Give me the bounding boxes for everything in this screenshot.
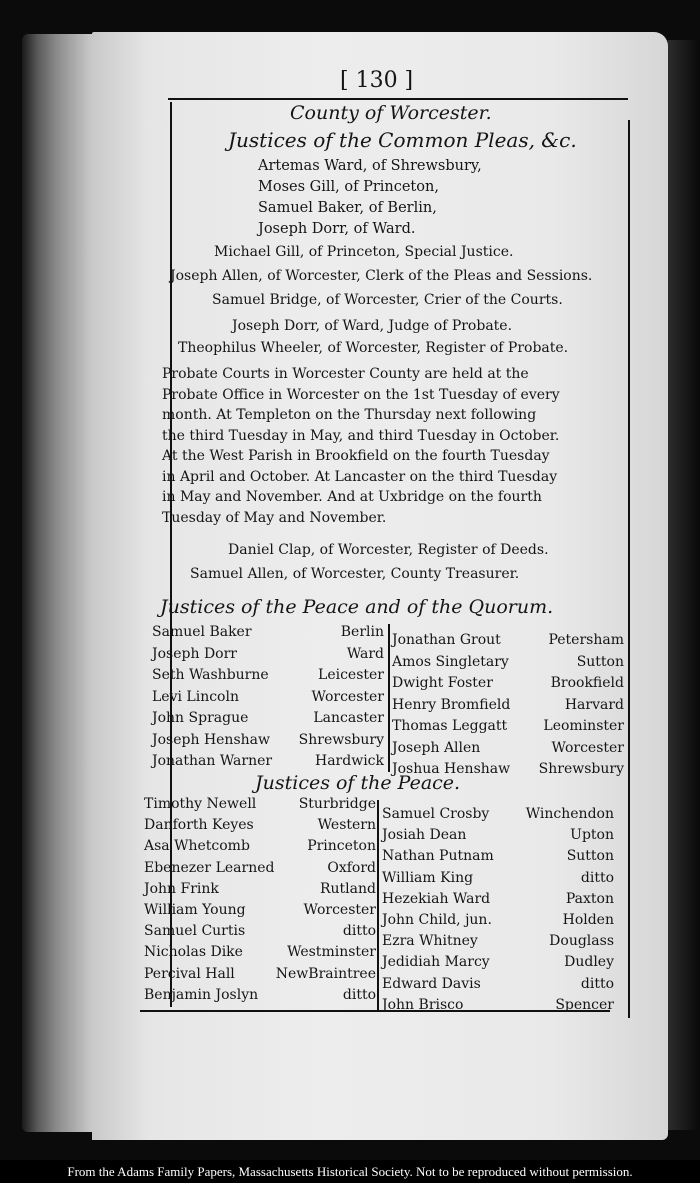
quorum-right-town: Worcester	[551, 739, 624, 756]
probate-line: month. At Templeton on the Thursday next following	[162, 407, 537, 423]
peace-right-town: ditto	[580, 975, 614, 992]
peace-right-name: John Brisco	[382, 996, 464, 1013]
quorum-left-town: Shrewsbury	[298, 731, 384, 748]
justice-name: Joseph Dorr, of Ward.	[258, 221, 416, 237]
peace-right-name: Samuel Crosby	[382, 806, 490, 822]
quorum-left-name: Levi Lincoln	[152, 688, 239, 705]
probate-line: in May and November. And at Uxbridge on the fourth	[162, 489, 542, 505]
justice-name: Artemas Ward, of Shrewsbury,	[258, 158, 482, 174]
quorum-right-name: Henry Bromfield	[392, 696, 511, 713]
quorum-divider	[388, 624, 390, 772]
peace-left-name: Ebenezer Learned	[144, 859, 275, 876]
quorum-left-town: Lancaster	[313, 710, 384, 726]
county-title: County of Worcester.	[290, 102, 492, 124]
peace-right-town: Douglass	[549, 933, 614, 950]
quorum-right-town: Shrewsbury	[538, 761, 624, 777]
peace-right-town: ditto	[580, 869, 614, 886]
peace-left-town: Westminster	[287, 944, 376, 961]
page-edge-shadow	[668, 40, 700, 1130]
peace-divider	[377, 800, 379, 1012]
quorum-right-name: Thomas Leggatt	[392, 718, 508, 734]
justice-name: Samuel Baker, of Berlin,	[258, 200, 437, 216]
quorum-right-town: Brookfield	[550, 675, 624, 691]
peace-left-town: Oxford	[327, 859, 376, 876]
quorum-right-name: Jonathan Grout	[392, 632, 501, 648]
probate-line: in April and October. At Lancaster on the third Tuesday	[162, 468, 558, 485]
peace-left-town: Rutland	[320, 880, 376, 897]
quorum-left-town: Hardwick	[315, 753, 384, 769]
officer-line: Joseph Dorr, of Ward, Judge of Probate.	[232, 318, 513, 334]
quorum-left-town: Worcester	[311, 688, 384, 705]
peace-left-name: Danforth Keyes	[144, 817, 254, 834]
quorum-left-town: Leicester	[318, 667, 384, 683]
officer-line: Samuel Bridge, of Worcester, Crier of the Courts.	[212, 292, 563, 308]
peace-right-name: Jedidiah Marcy	[382, 954, 490, 971]
quorum-right-name: Joshua Henshaw	[392, 761, 511, 777]
peace-right-name: Hezekiah Ward	[382, 890, 491, 907]
register-line: Daniel Clap, of Worcester, Register of Deeds.	[228, 542, 549, 558]
peace-left-town: ditto	[342, 923, 376, 940]
peace-right-town: Holden	[562, 912, 614, 928]
probate-line: At the West Parish in Brookfield on the fourth Tuesday	[162, 448, 550, 464]
peace-left-town: NewBraintree	[275, 965, 376, 982]
register-line: Samuel Allen, of Worcester, County Treasurer.	[190, 566, 520, 582]
probate-line: Probate Office in Worcester on the 1st Tuesday of every	[162, 386, 560, 403]
peace-left-name: Asa Whetcomb	[144, 838, 250, 855]
quorum-left-town: Ward	[346, 645, 384, 662]
peace-right-town: Winchendon	[525, 806, 614, 822]
quorum-right-town: Harvard	[564, 696, 624, 713]
page-number: [ 130 ]	[340, 68, 414, 93]
peace-left-town: Western	[317, 817, 376, 834]
probate-line: Probate Courts in Worcester County are held at the	[162, 366, 529, 382]
peace-right-name: John Child, jun.	[382, 912, 492, 928]
peace-right-name: Ezra Whitney	[382, 933, 478, 950]
quorum-left-name: Samuel Baker	[152, 624, 252, 640]
peace-left-name: Nicholas Dike	[144, 944, 243, 961]
quorum-right-name: Dwight Foster	[392, 675, 493, 691]
peace-right-town: Paxton	[565, 890, 614, 907]
quorum-left-name: Joseph Dorr	[152, 645, 237, 662]
peace-right-name: William King	[382, 869, 474, 886]
common-pleas-heading: Justices of the Common Pleas, &c.	[228, 128, 577, 152]
officer-line: Theophilus Wheeler, of Worcester, Register of Probate.	[178, 340, 569, 356]
quorum-left-name: John Sprague	[152, 710, 249, 726]
book-spine	[22, 34, 100, 1132]
peace-right-name: Josiah Dean	[382, 827, 467, 844]
peace-left-town: ditto	[342, 986, 376, 1003]
quorum-left-town: Berlin	[340, 624, 384, 640]
officer-line: Michael Gill, of Princeton, Special Justice.	[214, 244, 514, 260]
peace-right-name: Edward Davis	[382, 975, 481, 992]
justice-name: Moses Gill, of Princeton,	[258, 179, 439, 195]
peace-right-town: Upton	[570, 827, 614, 844]
peace-left-name: John Frink	[144, 880, 219, 897]
footer-credit: From the Adams Family Papers, Massachusetts Historical Society. Not to be reproduced without permission.	[0, 1160, 700, 1183]
officer-line: Joseph Allen, of Worcester, Clerk of the Pleas and Sessions.	[170, 268, 593, 284]
peace-right-name: Nathan Putnam	[382, 848, 494, 865]
peace-left-name: William Young	[144, 902, 246, 918]
peace-right-town: Sutton	[566, 848, 614, 865]
quorum-left-name: Seth Washburne	[152, 667, 269, 683]
quorum-right-town: Leominster	[543, 718, 624, 734]
probate-line: the third Tuesday in May, and third Tuesday in October.	[162, 427, 560, 444]
peace-left-name: Benjamin Joslyn	[144, 986, 259, 1003]
quorum-right-town: Sutton	[576, 653, 624, 670]
probate-line: Tuesday of May and November.	[162, 509, 387, 526]
quorum-left-name: Jonathan Warner	[152, 753, 273, 769]
quorum-right-name: Joseph Allen	[392, 739, 481, 756]
peace-left-town: Worcester	[303, 902, 376, 918]
peace-left-town: Princeton	[307, 838, 376, 855]
top-rule	[168, 98, 628, 100]
peace-left-name: Samuel Curtis	[144, 923, 246, 940]
right-border	[628, 120, 630, 1018]
quorum-right-name: Amos Singletary	[392, 653, 509, 670]
quorum-heading: Justices of the Peace and of the Quorum.	[160, 596, 554, 618]
peace-left-town: Sturbridge	[298, 796, 376, 812]
peace-right-town: Spencer	[555, 996, 614, 1013]
quorum-left-name: Joseph Henshaw	[152, 731, 270, 748]
peace-right-town: Dudley	[564, 954, 614, 971]
peace-left-name: Timothy Newell	[144, 796, 257, 812]
peace-heading: Justices of the Peace.	[255, 772, 461, 794]
quorum-right-town: Petersham	[548, 632, 624, 648]
peace-left-name: Percival Hall	[144, 965, 235, 982]
